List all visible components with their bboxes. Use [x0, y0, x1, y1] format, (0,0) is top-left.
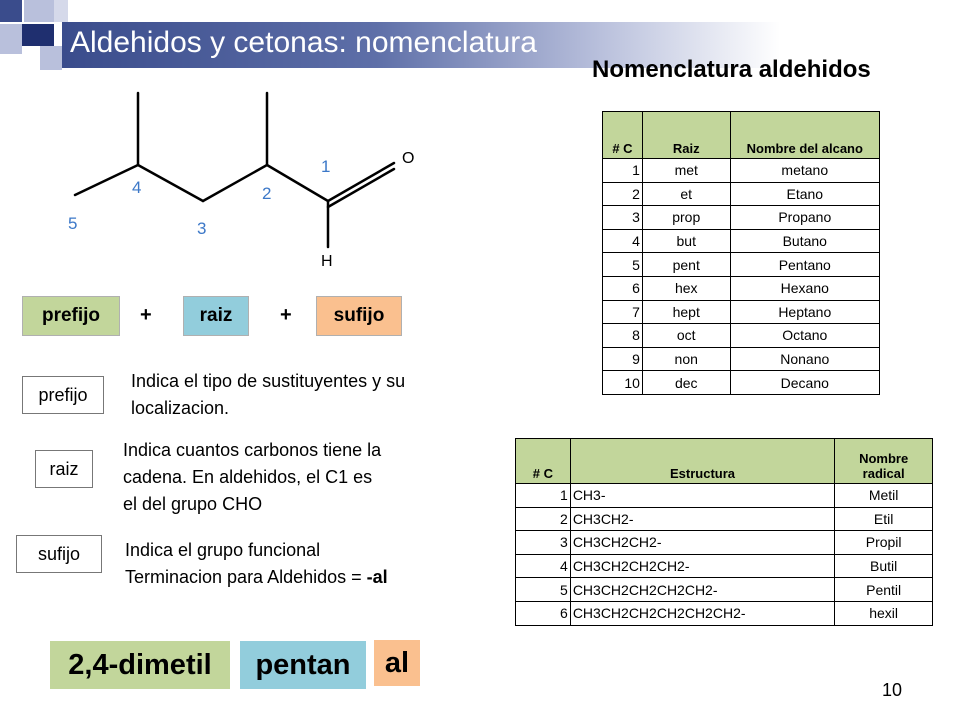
bond [138, 165, 203, 201]
hydrogen-label: H [321, 253, 333, 270]
table-cell: CH3CH2CH2- [570, 531, 834, 555]
plus-sign: + [280, 304, 292, 326]
table-cell: Butil [835, 554, 933, 578]
bond [328, 169, 394, 207]
table-cell: CH3- [570, 484, 834, 508]
table-cell: Propano [730, 206, 879, 230]
table-row [603, 300, 880, 324]
table-cell: 9 [603, 347, 643, 371]
table-cell: hex [642, 276, 730, 300]
header-cell: Nombre radical [835, 439, 933, 484]
table-cell: dec [642, 371, 730, 395]
table-cell: CH3CH2CH2CH2- [570, 554, 834, 578]
table-cell: 1 [603, 159, 643, 183]
formula-suffix-box: sufijo [316, 296, 402, 336]
decor-square [24, 0, 54, 22]
table-cell: oct [642, 324, 730, 348]
table-header-row [516, 439, 933, 484]
table-cell: 2 [603, 182, 643, 206]
formula-root-box: raiz [183, 296, 249, 336]
decor-square [40, 46, 62, 70]
decor-square [54, 0, 68, 22]
table-row [603, 229, 880, 253]
table-cell: 10 [603, 371, 643, 395]
carbon-number-3: 3 [197, 219, 207, 238]
table-row [603, 159, 880, 183]
table-cell: Etano [730, 182, 879, 206]
table-cell: pent [642, 253, 730, 277]
table-cell: Heptano [730, 300, 879, 324]
oxygen-label: O [402, 150, 415, 167]
header-cell: # C [516, 439, 571, 484]
example-root-box: pentan [240, 641, 366, 689]
table-row [516, 507, 933, 531]
table-cell: but [642, 229, 730, 253]
table-cell: 6 [603, 276, 643, 300]
table-cell: Nonano [730, 347, 879, 371]
definition-label-suffix: sufijo [16, 535, 102, 573]
table-cell: et [642, 182, 730, 206]
table-cell: non [642, 347, 730, 371]
header-cell: Estructura [570, 439, 834, 484]
table-row [603, 324, 880, 348]
table-cell: 5 [516, 578, 571, 602]
header-cell: # C [603, 112, 643, 159]
table-row [516, 484, 933, 508]
definition-text-prefix: Indica el tipo de sustituyentes y su localizacion. [131, 371, 406, 418]
table-cell: 2 [516, 507, 571, 531]
table-cell: 3 [516, 531, 571, 555]
table-cell: 7 [603, 300, 643, 324]
header-cell: Nombre del alcano [730, 112, 879, 159]
table-cell: metano [730, 159, 879, 183]
example-prefix-box: 2,4-dimetil [50, 641, 230, 689]
page-number: 10 [882, 680, 903, 700]
table-cell: CH3CH2CH2CH2CH2CH2- [570, 601, 834, 625]
table-row [516, 554, 933, 578]
table-row [516, 531, 933, 555]
table-cell: CH3CH2- [570, 507, 834, 531]
table-cell: 3 [603, 206, 643, 230]
decor-square [0, 0, 22, 22]
table-row [603, 253, 880, 277]
table-cell: 5 [603, 253, 643, 277]
table-cell: hexil [835, 601, 933, 625]
table-cell: 1 [516, 484, 571, 508]
table-cell: Butano [730, 229, 879, 253]
radical-table [515, 438, 933, 626]
carbon-number-1: 1 [321, 157, 331, 176]
section-subtitle: Nomenclatura aldehidos [592, 56, 871, 83]
table-cell: 6 [516, 601, 571, 625]
example-suffix-box: al [374, 640, 420, 686]
table-row [516, 601, 933, 625]
table-row [603, 182, 880, 206]
table-cell: 4 [603, 229, 643, 253]
table-row [603, 371, 880, 395]
table-cell: Decano [730, 371, 879, 395]
molecule-diagram [60, 85, 440, 275]
carbon-number-5: 5 [68, 214, 78, 233]
bond [75, 165, 138, 195]
definition-label-prefix: prefijo [22, 376, 104, 414]
header-cell: Raiz [642, 112, 730, 159]
bond [328, 163, 394, 201]
table-cell: 8 [603, 324, 643, 348]
decor-square [22, 24, 54, 46]
table-cell: 4 [516, 554, 571, 578]
alkane-table [602, 111, 880, 395]
table-cell: Etil [835, 507, 933, 531]
table-cell: met [642, 159, 730, 183]
table-cell: Octano [730, 324, 879, 348]
definition-text-suffix: Indica el grupo funcional Terminacion para Aldehidos = -al [125, 540, 388, 587]
page-title: Aldehidos y cetonas: nomenclatura [70, 26, 537, 59]
plus-sign: + [140, 304, 152, 326]
table-row [603, 206, 880, 230]
table-cell: Pentil [835, 578, 933, 602]
bond [267, 165, 328, 201]
table-cell: CH3CH2CH2CH2CH2- [570, 578, 834, 602]
table-header-row [603, 112, 880, 159]
table-row [603, 347, 880, 371]
table-cell: Pentano [730, 253, 879, 277]
table-cell: Metil [835, 484, 933, 508]
table-cell: Propil [835, 531, 933, 555]
table-cell: Hexano [730, 276, 879, 300]
table-cell: prop [642, 206, 730, 230]
definition-text-root: Indica cuantos carbonos tiene la cadena. En aldehidos, el C1 es el del grupo CHO [123, 440, 382, 514]
carbon-number-4: 4 [132, 178, 142, 197]
definition-label-root: raiz [35, 450, 93, 488]
table-row [603, 276, 880, 300]
table-row [516, 578, 933, 602]
table-cell: hept [642, 300, 730, 324]
formula-prefix-box: prefijo [22, 296, 120, 336]
carbon-number-2: 2 [262, 184, 272, 203]
bond [203, 165, 267, 201]
decor-square [0, 24, 22, 54]
